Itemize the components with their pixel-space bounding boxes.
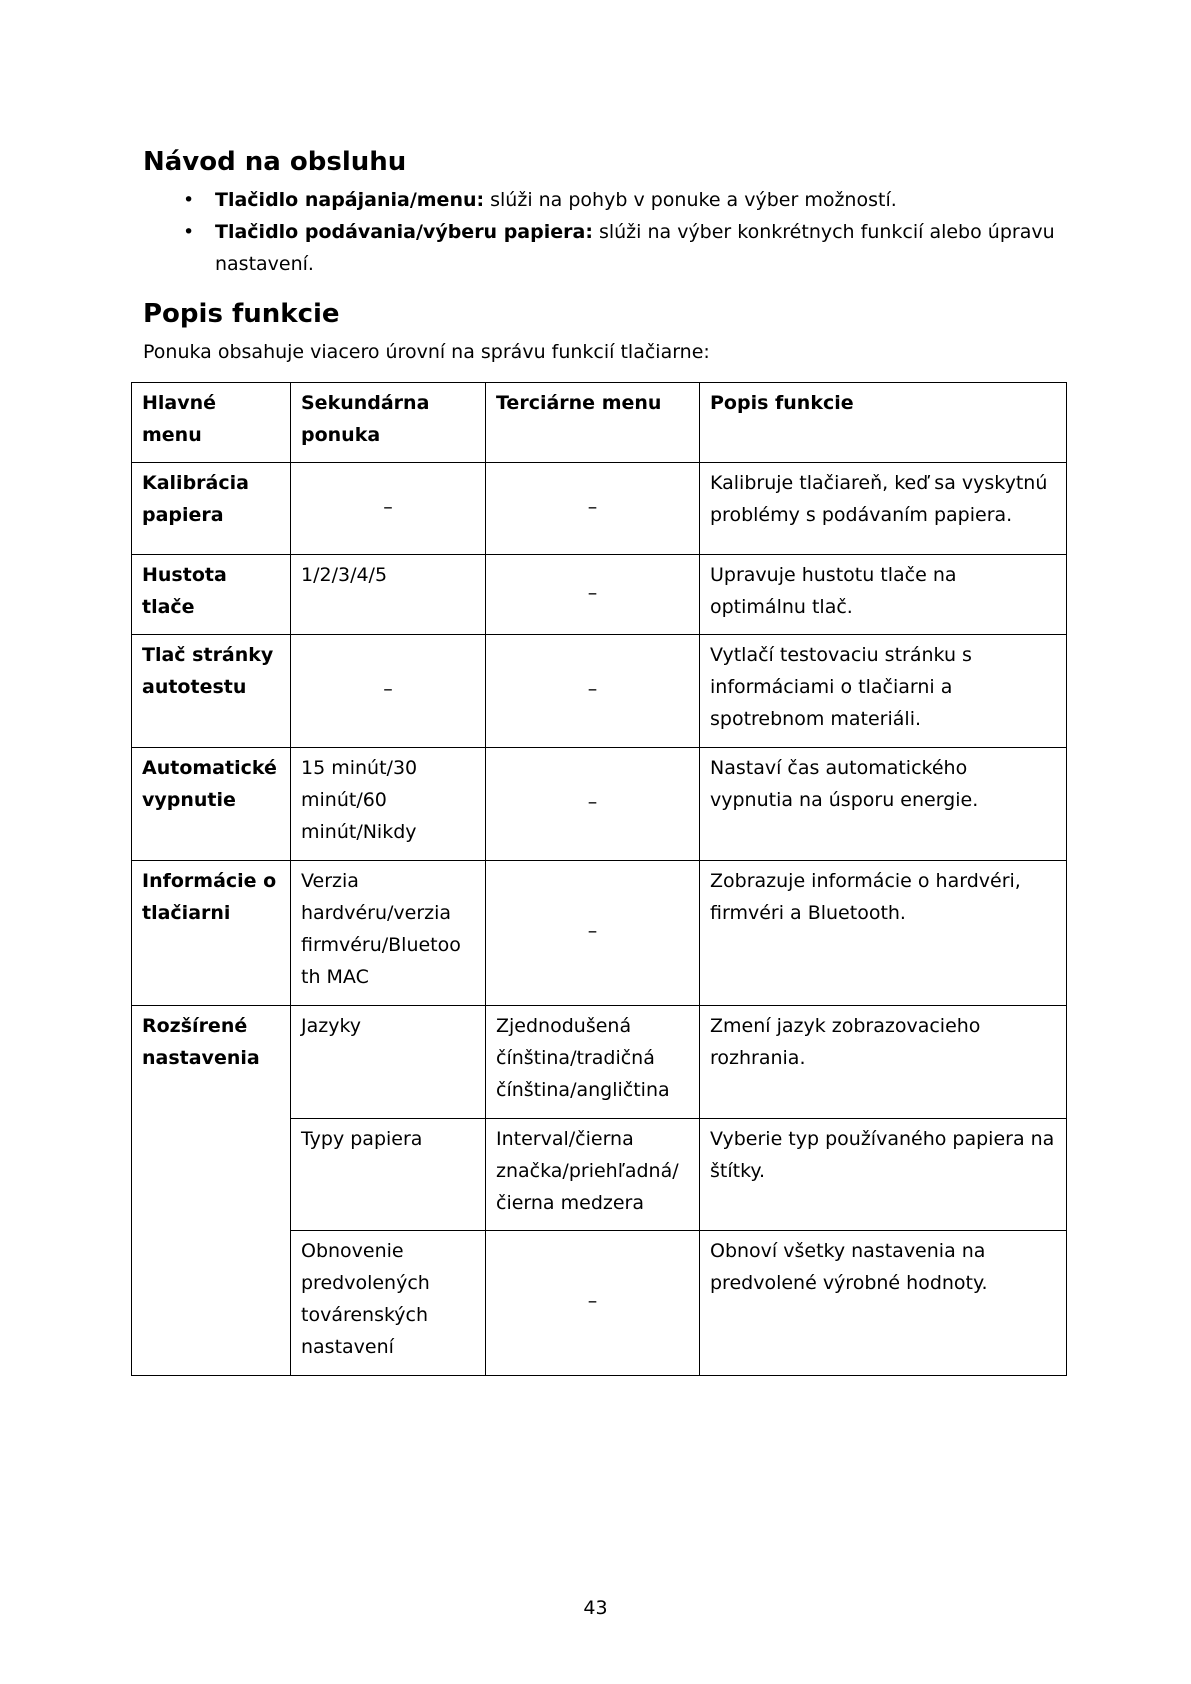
cell-tertiary: –	[486, 748, 700, 861]
cell-description: Vyberie typ používaného papiera na štítky.	[700, 1119, 1067, 1231]
cell-description: Kalibruje tlačiareň, keď sa vyskytnú problémy s podávaním papiera.	[700, 463, 1067, 555]
bullet-label: Tlačidlo napájania/menu:	[215, 189, 485, 211]
cell-description: Upravuje hustotu tlače na optimálnu tlač.	[700, 555, 1067, 635]
cell-main: Informácie o tlačiarni	[132, 861, 291, 1006]
cell-secondary: Obnovenie predvolených továrenských nastavení	[291, 1231, 486, 1376]
list-item	[143, 216, 1063, 280]
table-row	[132, 463, 1067, 555]
table-row	[132, 1006, 1067, 1119]
cell-secondary: –	[291, 635, 486, 748]
header-cell-tertiary: Terciárne menu	[486, 383, 700, 463]
cell-main: Rozšírené nastavenia	[132, 1006, 291, 1376]
cell-secondary: –	[291, 463, 486, 555]
menu-table	[131, 382, 1067, 1376]
table-row	[132, 635, 1067, 748]
table-row	[132, 555, 1067, 635]
cell-tertiary: –	[486, 555, 700, 635]
cell-secondary: Typy papiera	[291, 1119, 486, 1231]
cell-description: Zobrazuje informácie o hardvéri, firmvéri a Bluetooth.	[700, 861, 1067, 1006]
cell-description: Zmení jazyk zobrazovacieho rozhrania.	[700, 1006, 1067, 1119]
cell-main: Kalibrácia papiera	[132, 463, 291, 555]
cell-tertiary: –	[486, 463, 700, 555]
cell-secondary: Jazyky	[291, 1006, 486, 1119]
cell-secondary: 1/2/3/4/5	[291, 555, 486, 635]
bullet-text: slúži na pohyb v ponuke a výber možností.	[484, 189, 897, 211]
bullet-text: slúži na výber konkrétnych funkcií alebo úpravu nastavení.	[215, 221, 1055, 275]
table-row	[132, 861, 1067, 1006]
section-title-usage: Návod na obsluhu	[143, 147, 407, 177]
cell-tertiary: Zjednodušená čínština/tradičná čínština/angličtina	[486, 1006, 700, 1119]
list-item	[143, 184, 1063, 216]
bullet-label: Tlačidlo podávania/výberu papiera:	[215, 221, 593, 243]
cell-description: Vytlačí testovaciu stránku s informáciami o tlačiarni a spotrebnom materiáli.	[700, 635, 1067, 748]
header-cell-description: Popis funkcie	[700, 383, 1067, 463]
table-row	[132, 748, 1067, 861]
cell-main: Automatické vypnutie	[132, 748, 291, 861]
cell-tertiary: –	[486, 1231, 700, 1376]
section-title-functions: Popis funkcie	[143, 299, 340, 329]
button-list	[143, 184, 1063, 280]
header-cell-secondary: Sekundárna ponuka	[291, 383, 486, 463]
cell-main: Tlač stránky autotestu	[132, 635, 291, 748]
cell-tertiary: Interval/čierna značka/priehľadná/ čierna medzera	[486, 1119, 700, 1231]
bullet-icon: •	[183, 221, 195, 243]
cell-secondary: Verzia hardvéru/verzia firmvéru/Bluetoo th MAC	[291, 861, 486, 1006]
page-number: 43	[583, 1597, 608, 1619]
table-header-row	[132, 383, 1067, 463]
cell-main: Hustota tlače	[132, 555, 291, 635]
bullet-icon: •	[183, 189, 195, 211]
header-cell-main: Hlavné menu	[132, 383, 291, 463]
cell-tertiary: –	[486, 635, 700, 748]
cell-secondary: 15 minút/30 minút/60 minút/Nikdy	[291, 748, 486, 861]
cell-description: Obnoví všetky nastavenia na predvolené výrobné hodnoty.	[700, 1231, 1067, 1376]
cell-description: Nastaví čas automatického vypnutia na úsporu energie.	[700, 748, 1067, 861]
intro-text: Ponuka obsahuje viacero úrovní na správu funkcií tlačiarne:	[143, 341, 710, 363]
cell-tertiary: –	[486, 861, 700, 1006]
